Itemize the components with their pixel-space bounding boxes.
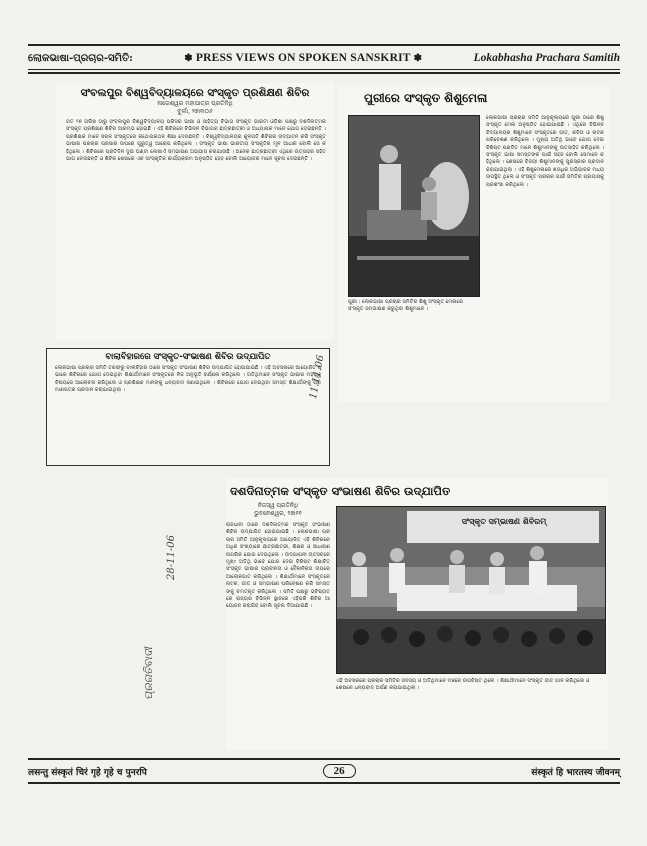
- header-rule-bottom: [28, 69, 620, 70]
- clipping-balabihar: [46, 348, 330, 466]
- footer-rule-bottom: [28, 782, 620, 784]
- star-icon: ✽: [184, 53, 193, 64]
- header-rule-bottom-thick: [28, 72, 620, 74]
- page-footer: [28, 762, 620, 780]
- page-header: [28, 49, 620, 67]
- news-photo: [348, 115, 480, 297]
- byline-reporter: ନିଜସ୍ୱ ପ୍ରତିନିଧି: [257, 502, 299, 509]
- clipping-body: ଲୋକଭାଷା ପ୍ରଚାର ସମିତି ତରଫରୁ ବାଲାବିହାର ଠାରେ ସଂସ୍କୃତ ସଂଭାଷଣ ଶିବିର ଉଦ୍‌ଯାପିତ ହୋଇଯାଇଛି । ଏହି ଅବସରରେ ଆୟୋଜିତ ସଭାରେ ଶିବିରରେ ଯୋଗ ଦେଇଥିବା ଶିକ୍ଷାର୍ଥୀମାନେ ସଂସ୍କୃତରେ ନିଜ ଅନୁଭୂତି ବର୍ଣ୍ଣନା କରିଥିଲେ । ଅତିଥିମାନେ ସଂସ୍କୃତ ଭାଷାର ମହତ୍ତ୍ୱ ବିଷୟରେ ଆଲୋଚନା କରିଥିଲେ ଓ ପ୍ରଶିକ୍ଷକ ମାନଙ୍କୁ ଧନ୍ୟବାଦ ଜଣାଇଥିଲେ । ଶିବିରରେ ଯୋଗ ଦେଇଥିବା ସମସ୍ତ ଶିକ୍ଷାର୍ଥୀଙ୍କୁ ପ୍ରମାଣପତ୍ର ପ୍ରଦାନ କରାଯାଇଥିଲା ।: [55, 365, 321, 394]
- clipping-byline: [56, 100, 334, 116]
- clipping-headline: ପୁରୀରେ ସଂସ୍କୃତ ଶିଶୁମେଳା: [364, 91, 488, 105]
- photo-stage-illustration: [337, 507, 605, 673]
- clipping-body: ଗତ ୨୭ ତାରିଖ ଠାରୁ ସଂବଲପୁର ବିଶ୍ୱବିଦ୍ୟାଳୟ ପରିସର ଭାଷା ଓ ସାହିତ୍ୟ ବିଭାଗ ସଂସ୍କୃତ ଭାରତୀ ଓଡ଼ିଶା ପକ୍ଷରୁ ଦଶଦିନାତ୍ମକ ସଂସ୍କୃତ ପ୍ରଶିକ୍ଷଣ ଶିବିର ଆରମ୍ଭ ହୋଇଛି । ଏହି ଶିବିରରେ ବିଭିନ୍ନ ବିଭାଗର ଛାତ୍ରଛାତ୍ରୀ ଓ ଅଧ୍ୟାପକ ମାନେ ଯୋଗ ଦେଇଛନ୍ତି । ପ୍ରଶିକ୍ଷକ ମାନେ ସରଳ ସଂସ୍କୃତରେ କଥୋପକଥନ ଶିକ୍ଷା ଦେଉଛନ୍ତି । ବିଶ୍ୱବିଦ୍ୟାଳୟର କୁଳପତି ଶିବିରର ଉଦ୍‌ଘାଟନ କରି ସଂସ୍କୃତ ଭାଷାର ପ୍ରଚାର ପ୍ରସାର ଉପରେ ଗୁରୁତ୍ୱ ଆରୋପ କରିଥିଲେ । ସଂସ୍କୃତ ଭାଷା ଭାରତୀୟ ସଂସ୍କୃତିର ମୂଳ ଆଧାର ବୋଲି ସେ କହିଥିଲେ । ଶିବିରରେ ପ୍ରତିଦିନ ଦୁଇ ଘଣ୍ଟା ଲେଖାଏଁ ସମ୍ଭାଷଣ ଅଭ୍ୟାସ କରାଯାଉଛି । ଅନେକ ଛାତ୍ରଛାତ୍ରୀ ଏଥିରେ ଉତ୍ସାହର ସହିତ ଭାଗ ନେଉଛନ୍ତି ଓ ଶିବିର ଶେଷରେ ଏକ ସାଂସ୍କୃତିକ କାର୍ଯ୍ୟକ୍ରମ ଅନୁଷ୍ଠିତ ହେବ ବୋଲି ଆୟୋଜକ ମାନେ ସୂଚନା ଦେଇଛନ୍ତି ।: [66, 119, 326, 163]
- footer-motto-right: संस्कृतं हि भारतस्य जीवनम्: [531, 767, 620, 778]
- header-center: [181, 52, 425, 64]
- clipping-byline: [226, 502, 330, 518]
- footer-motto-left: लसन्तु संस्कृतं चिरं गृहे गृहे च पुनरपि: [28, 767, 147, 778]
- photo-caption: ପୁରୀ : ଲୋକଭାଷା ପ୍ରଚାର ସମିତିର ଶିଶୁ ସଂସ୍କୃତ ମେଳାରେ ସଂସ୍କୃତ ସମ୍ଭାଷଣ କରୁଥିବା ଶିଶୁମାନେ ।: [348, 299, 464, 313]
- clipping-dashadina: [226, 478, 608, 750]
- header-rule-top: [28, 44, 620, 46]
- handwritten-date-note: 28-11-06: [166, 535, 177, 580]
- byline-dateline: ବୁର୍ଲା, ୨୭ା୧ା୦୬: [177, 108, 213, 115]
- header-right-title: Lokabhasha Prachara Samitih: [473, 52, 620, 64]
- clipping-body: ଲୋକଭାଷା ପ୍ରଚାର ସମିତି ଆନୁକୂଲ୍ୟରେ ପୁରୀ ଠାରେ ଶିଶୁ ସଂସ୍କୃତ ମେଳା ଅନୁଷ୍ଠିତ ହୋଇଯାଇଛି । ଏଥିରେ ବିଭିନ୍ନ ବିଦ୍ୟାଳୟର ଶିଶୁମାନେ ସଂସ୍କୃତରେ ଗୀତ, କବିତା ଓ ନାଟକ ପରିବେଶଣ କରିଥିଲେ । ମୁଖ୍ୟ ଅତିଥି ଭାବେ ଯୋଗ ଦେଇ ବିଶିଷ୍ଟ ପଣ୍ଡିତ ମାନେ ଶିଶୁମାନଙ୍କୁ ଉତ୍ସାହିତ କରିଥିଲେ । ସଂସ୍କୃତ ଭାଷା ସମସ୍ତଙ୍କ ପାଇଁ ସହଜ ବୋଲି ସେମାନେ କହିଥିଲେ । ଶେଷରେ ବିଜୟୀ ଶିଶୁମାନଙ୍କୁ ପୁରସ୍କାର ପ୍ରଦାନ କରାଯାଇଥିଲା । ଏହି ଶିଶୁମେଳାରେ ଶତାଧିକ ଅଭିଭାବକ ମଧ୍ୟ ଉପସ୍ଥିତ ଥିଲେ ଓ ସଂସ୍କୃତ ପ୍ରଚାର ପାଇଁ ସମିତିର ପ୍ରୟାସକୁ ପ୍ରଶଂସା କରିଥିଲେ ।: [486, 115, 604, 188]
- page-number: 26: [323, 764, 356, 778]
- handwritten-date-note: 11.11.06: [308, 354, 327, 400]
- clipping-headline: ଦଶଦିନାତ୍ମକ ସଂସ୍କୃତ ସଂଭାଷଣ ଶିବିର ଉଦ୍‌ଯାପିତ: [230, 484, 451, 498]
- star-icon: ✽: [413, 53, 423, 64]
- clipping-body: ରାଜଧାନୀ ଠାରେ ଦଶଦିନାତ୍ମକ ସଂସ୍କୃତ ସଂଭାଷଣ ଶିବିର ଉଦ୍‌ଯାପିତ ହୋଇଯାଇଛି । ଲୋକଭାଷା ପ୍ରଚାର ସମିତି ଆନୁକୂଲ୍ୟରେ ଆୟୋଜିତ ଏହି ଶିବିରରେ ଅଧିକ ସଂଖ୍ୟାରେ ଛାତ୍ରଛାତ୍ରୀ, ଶିକ୍ଷକ ଓ ସାଧାରଣ ନାଗରିକ ଯୋଗ ଦେଇଥିଲେ । ଉଦ୍‌ଯାପନୀ ଉତ୍ସବରେ ମୁଖ୍୯ ଅତିଥି ଭାବେ ଯୋଗ ଦେଇ ବିଶିଷ୍ଟ ଶିକ୍ଷାବିତ୍ ସଂସ୍କୃତ ଭାଷାର ପ୍ରାଚୀନତା ଓ ବୈଜ୍ଞାନିକତା ଉପରେ ଆଲୋକପାତ କରିଥିଲେ । ଶିକ୍ଷାର୍ଥୀମାନେ ସଂସ୍କୃତରେ ନାଟକ, ଗୀତ ଓ ସମ୍ଭାଷଣ ପରିବେଶଣ କରି ସମସ୍ତଙ୍କୁ ଚମତ୍କୃତ କରିଥିଲେ । ସମିତି ପକ୍ଷରୁ ଭବିଷ୍ୟତରେ ରାଜ୍ୟର ବିଭିନ୍ନ ସ୍ଥାନରେ ଏହିପରି ଶିବିର ଆୟୋଜନ କରାଯିବ ବୋଲି ସୂଚନା ଦିଆଯାଇଛି ।: [226, 522, 330, 610]
- clipping-puri: [338, 85, 610, 402]
- news-photo: [336, 506, 606, 674]
- photo-caption: ଏହି ଅବସରରେ ପ୍ରଚାର ସମିତିର ସଦସ୍ୟ ଓ ଅତିଥିମାନେ ମଞ୍ଚରେ ଉପବିଷ୍ଟ ଥିଲେ । ଶିକ୍ଷାର୍ଥୀମାନେ ସଂସ୍କୃତ ଗୀତ ଗାନ କରିଥିଲେ ଓ ଶେଷରେ ଧନ୍ୟବାଦ ଅର୍ପଣ କରାଯାଇଥିଲା ।: [336, 678, 590, 692]
- handwritten-source-note: ପ୍ରଗତିବାଦୀ: [142, 647, 155, 700]
- header-center-title: PRESS VIEWS ON SPOKEN SANSKRIT: [195, 52, 411, 64]
- clipping-headline: ସଂବଲପୁର ବିଶ୍ୱବିଦ୍ୟାଳୟରେ ସଂସ୍କୃତ ପ୍ରଶିକ୍ଷଣ ଶିବିର: [80, 87, 310, 99]
- byline-reporter: ନାଗେଶ୍ୱର ମହାପାତ୍ର ପ୍ରତିନିଧି: [157, 100, 233, 107]
- byline-dateline: ଭୁବନେଶ୍ୱର, ୨୭ା୧୧: [254, 510, 302, 517]
- footer-rule-top: [28, 758, 620, 760]
- clipping-sambalpur: [56, 83, 334, 340]
- clipping-headline: ବାଲାବିହାରରେ ସଂସ୍କୃତ-ସଂଭାଷଣ ଶିବିର ଉଦ୍‌ଯାପିତ: [105, 352, 271, 362]
- photo-speaker-illustration: [349, 116, 479, 296]
- header-left-title: ଲୋକଭାଷା-ପ୍ରଚାର-ସମିତି:: [28, 52, 133, 64]
- photo-banner-text: ସଂସ୍କୃତ ସମ୍ଭାଷଣ ଶିବିରମ୍: [461, 517, 547, 526]
